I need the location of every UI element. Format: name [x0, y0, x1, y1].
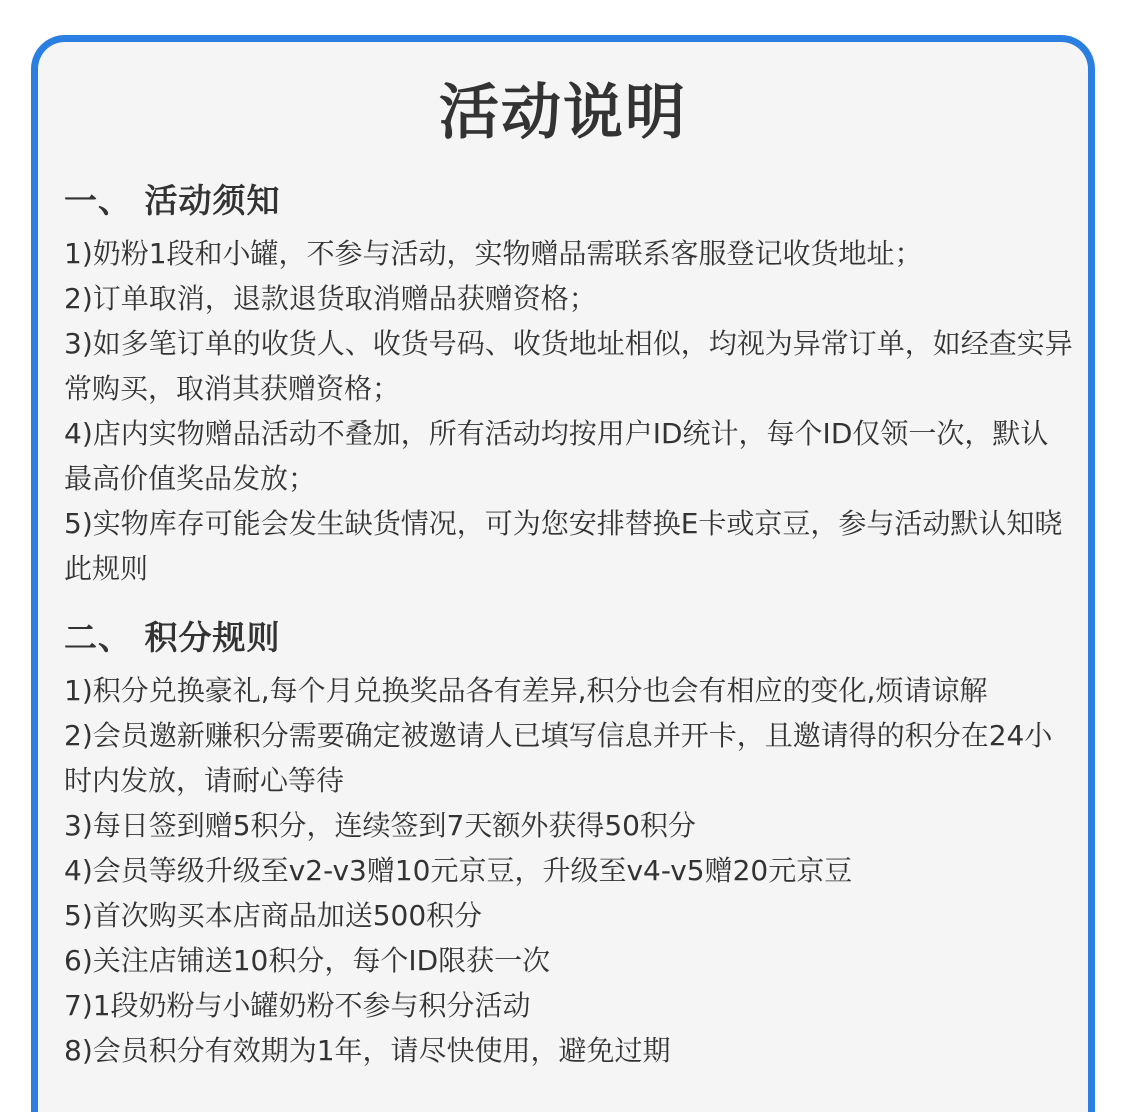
- rule-item: 4)店内实物赠品活动不叠加，所有活动均按用户ID统计，每个ID仅领一次，默认最高价值奖品发放；: [64, 417, 1049, 495]
- section-heading: 一、 活动须知: [64, 181, 281, 220]
- rule-item: 3)如多笔订单的收货人、收货号码、收货地址相似，均视为异常订单，如经查实异常购买，取消其获赠资格；: [64, 327, 1073, 405]
- rule-item: 1)奶粉1段和小罐，不参与活动，实物赠品需联系客服登记收货地址；: [64, 237, 923, 270]
- rule-item: 7)1段奶粉与小罐奶粉不参与积分活动: [64, 989, 531, 1022]
- rule-item: 2)订单取消，退款退货取消赠品获赠资格；: [64, 282, 597, 315]
- section-activity-notice: [64, 181, 1074, 591]
- rule-item: 2)会员邀新赚积分需要确定被邀请人已填写信息并开卡，且邀请得的积分在24小时内发放，请耐心等待: [64, 719, 1053, 797]
- rule-item: 4)会员等级升级至v2-v3赠10元京豆，升级至v4-v5赠20元京豆: [64, 854, 853, 887]
- rule-item: 1)积分兑换豪礼,每个月兑换奖品各有差异,积分也会有相应的变化,烦请谅解: [64, 674, 988, 707]
- rule-item: 6)关注店铺送10积分，每个ID限获一次: [64, 944, 551, 977]
- rule-item: 5)实物库存可能会发生缺货情况，可为您安排替换E卡或京豆，参与活动默认知晓此规则: [64, 507, 1063, 585]
- rule-item: 3)每日签到赠5积分，连续签到7天额外获得50积分: [64, 809, 696, 842]
- page-title: 活动说明: [439, 78, 687, 148]
- section-heading: 二、 积分规则: [64, 618, 281, 657]
- rule-item: 5)首次购买本店商品加送500积分: [64, 899, 483, 932]
- section-points-rules: [64, 618, 1074, 1073]
- activity-rules-card: [31, 35, 1095, 1112]
- rule-item: 8)会员积分有效期为1年，请尽快使用，避免过期: [64, 1034, 671, 1067]
